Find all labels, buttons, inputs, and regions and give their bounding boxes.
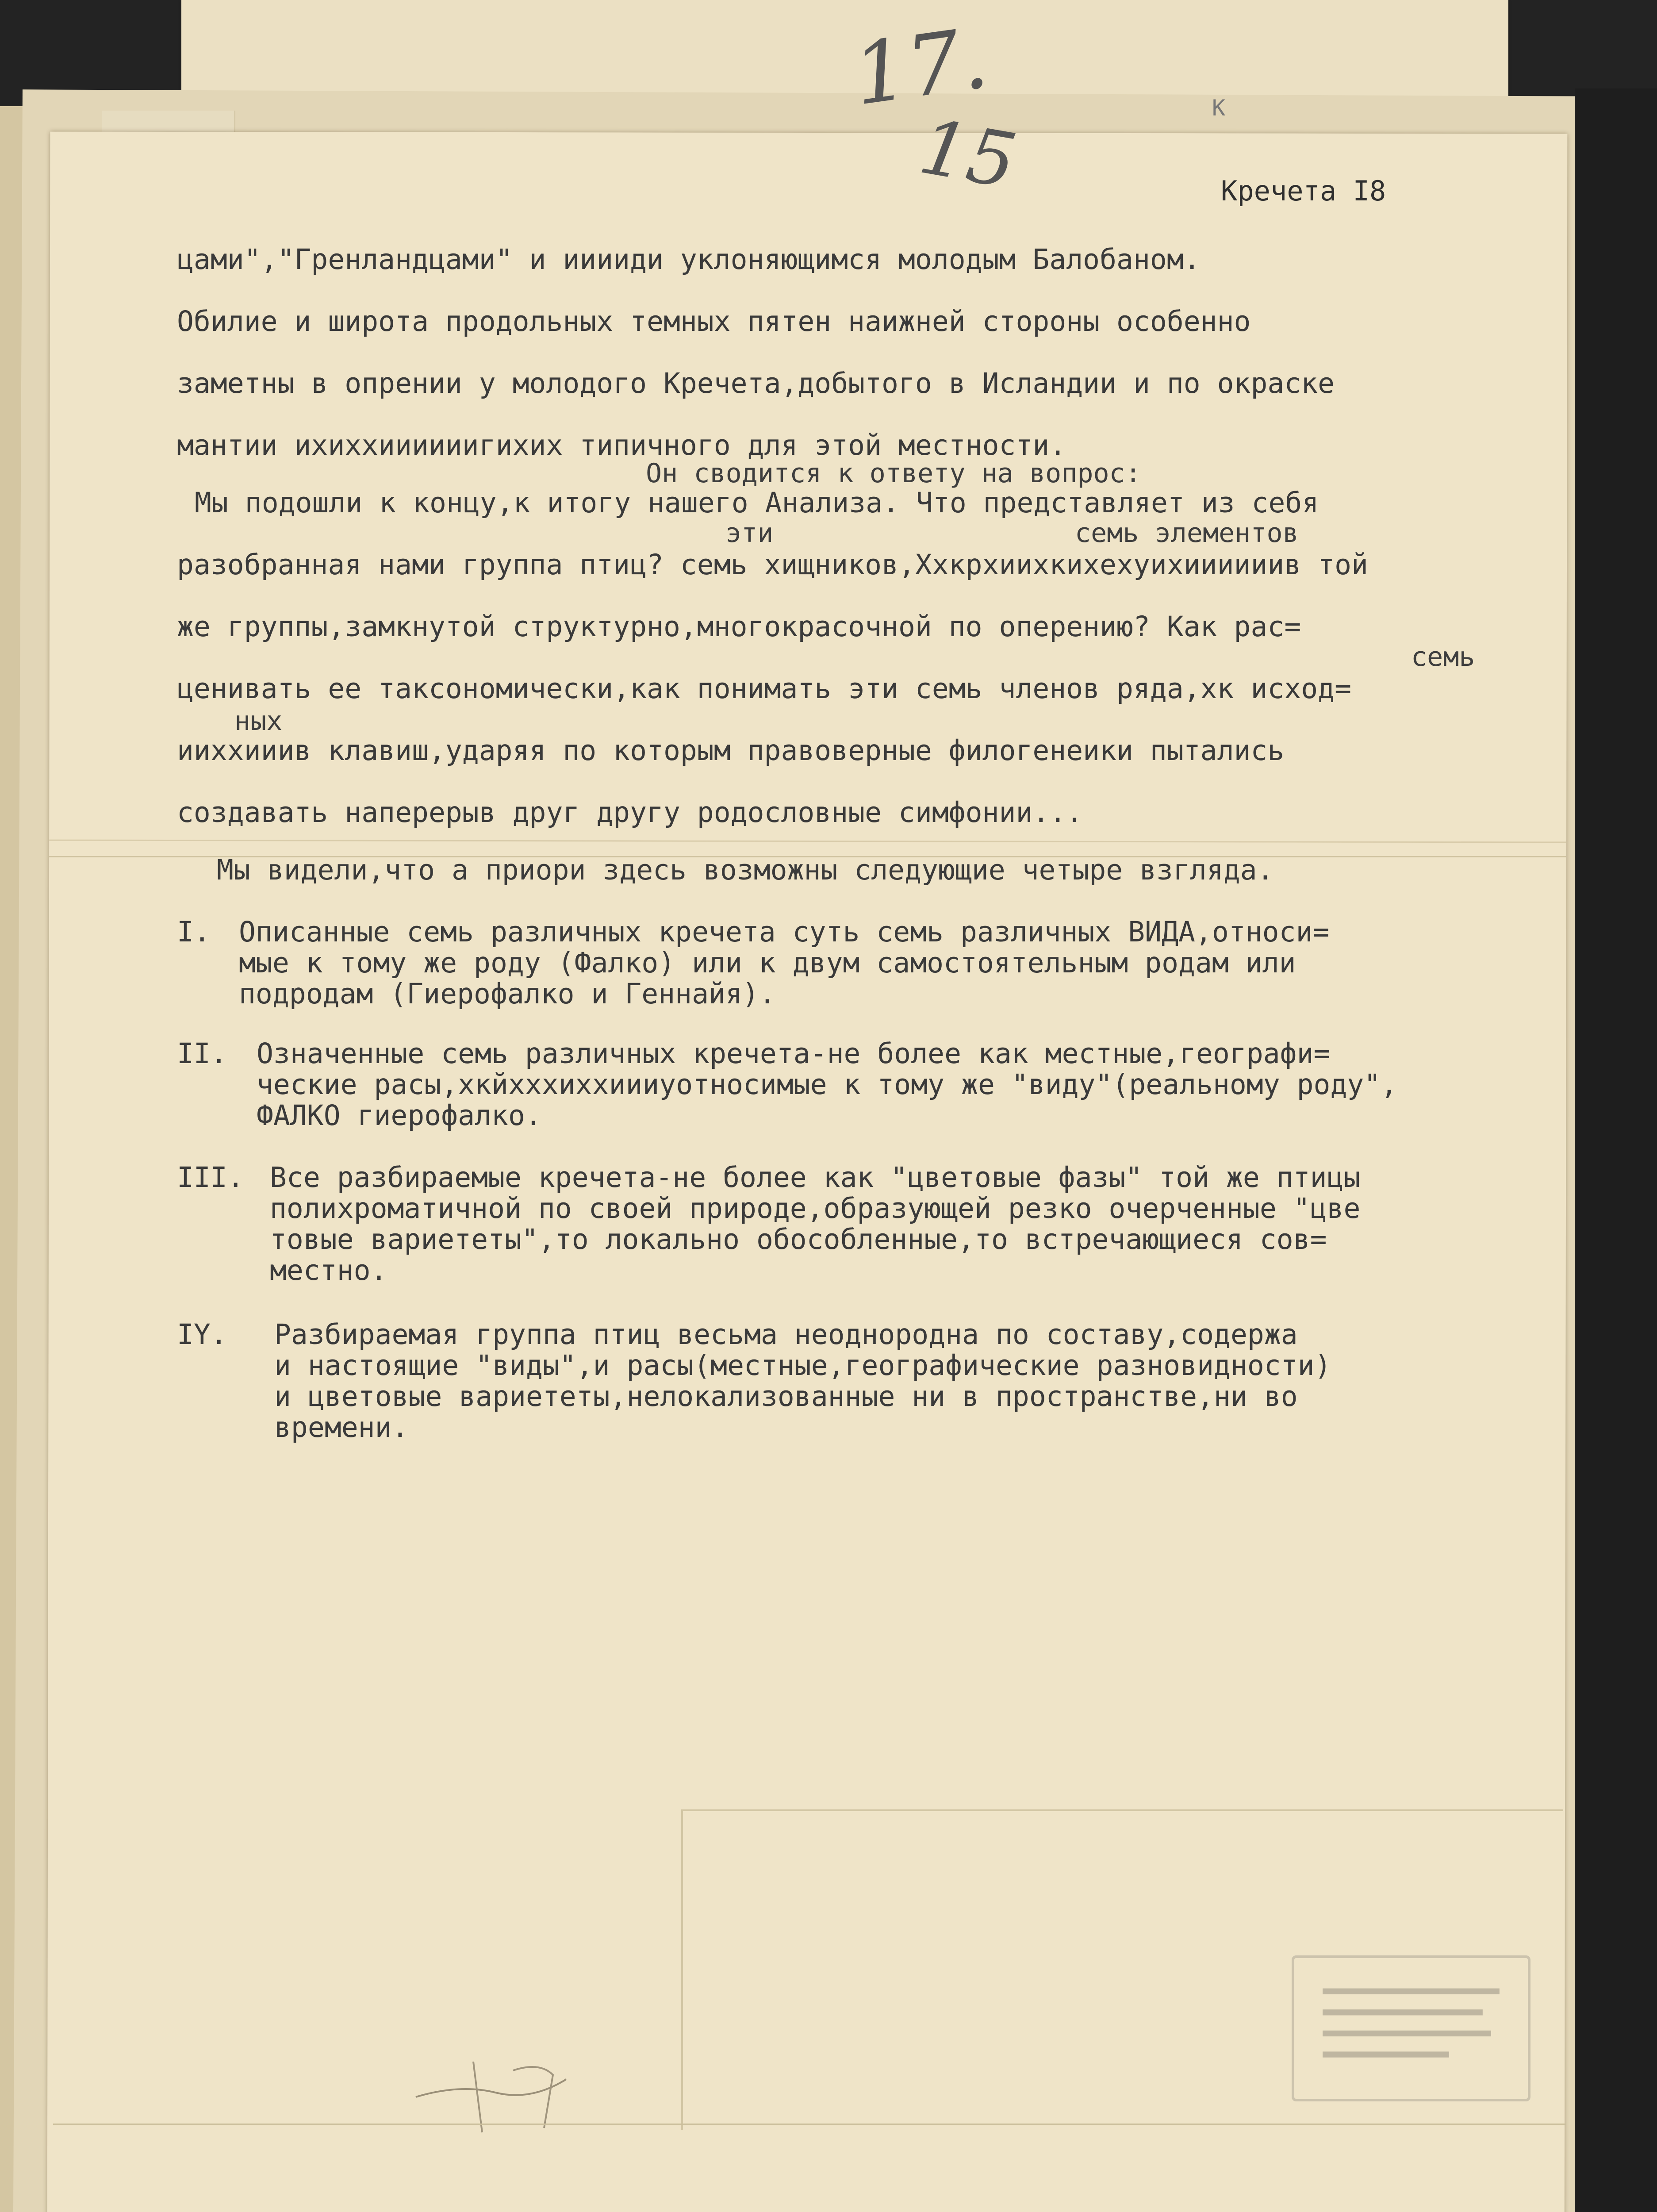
view-line: Разбираемая группа птиц весьма неоднородна по составу,содержа <box>274 1318 1298 1351</box>
typed-insertion: семь <box>1411 641 1475 672</box>
view-line: Означенные семь различных кречета-не более как местные,географи= <box>257 1037 1331 1070</box>
view-line: полихроматичной по своей природе,образующей резко очерченные "цве <box>270 1192 1361 1225</box>
text-line: цами","Гренландцами" и ииииди уклоняющимся молодым Балобаном. <box>177 243 1201 276</box>
handwritten-page-number-lower: 15 <box>913 103 1023 206</box>
ruled-line-bottom <box>53 2124 1566 2125</box>
text-line: Мы подошли к концу,к итогу нашего Анализа. Что представляет из себя <box>195 487 1319 519</box>
view-line: мые к тому же роду (Фалко) или к двум самостоятельным родам или <box>239 947 1296 979</box>
view-line: Описанные семь различных кречета суть семь различных ВИДА,относи= <box>239 916 1330 948</box>
text-line: ценивать ее таксономически,как понимать эти семь членов ряда,хк исход= <box>177 672 1352 705</box>
underlying-corner-mark: К <box>1212 95 1226 121</box>
view-number: I. <box>177 916 211 948</box>
view-line: местно. <box>270 1254 387 1286</box>
text-line: Мы видели,что а приори здесь возможны следующие четыре взгляда. <box>217 854 1274 886</box>
typed-insertion: эти <box>725 518 774 549</box>
text-line: Обилие и широта продольных темных пятен наижней стороны особенно <box>177 305 1251 338</box>
text-line: заметны в опрении у молодого Кречета,добытого в Исландии и по окраске <box>177 367 1335 399</box>
view-line: товые вариететы",то локально обособленные,то встречающиеся сов= <box>270 1223 1327 1256</box>
view-line: времени. <box>274 1411 409 1444</box>
view-number: III. <box>177 1161 244 1194</box>
text-line: же группы,замкнутой структурно,многокрасочной по оперению? Как рас= <box>177 611 1301 643</box>
page-header: Кречета I8 <box>1221 175 1386 207</box>
text-line: мантии ихиххиииииигихих типичного для этой местности. <box>177 429 1066 461</box>
view-number: II. <box>177 1037 227 1070</box>
handwritten-page-number-upper: 17. <box>848 9 994 124</box>
text-line: создавать наперерыв друг другу родословные симфонии... <box>177 796 1083 829</box>
view-line: ФАЛКО гиерофалко. <box>257 1099 542 1132</box>
view-line: ческие расы,хкйхххиххиииуотносимые к тому же "виду"(реальному роду", <box>257 1068 1398 1101</box>
view-line: и настоящие "виды",и расы(местные,географические разновидности) <box>274 1349 1331 1382</box>
typed-insertion: ных <box>234 706 283 737</box>
text-line: разобранная нами группа птиц? семь хищников,Ххкрхиихкихехуихиииииив той <box>177 549 1368 581</box>
view-line: подродам (Гиерофалко и Геннайя). <box>239 978 776 1010</box>
text-line: ииххииив клавиш,ударяя по которым правоверные филогенеики пытались <box>177 734 1285 767</box>
typed-insertion: семь элементов <box>1075 518 1299 549</box>
typed-insertion: Он сводится к ответу на вопрос: <box>646 458 1141 489</box>
view-line: и цветовые вариететы,нелокализованные ни в пространстве,ни во <box>274 1380 1298 1413</box>
view-line: Все разбираемые кречета-не более как "цветовые фазы" той же птицы <box>270 1161 1361 1194</box>
pencil-scribble <box>407 2044 610 2141</box>
archive-stamp-icon <box>1292 1955 1530 2101</box>
view-number: IY. <box>177 1318 227 1351</box>
